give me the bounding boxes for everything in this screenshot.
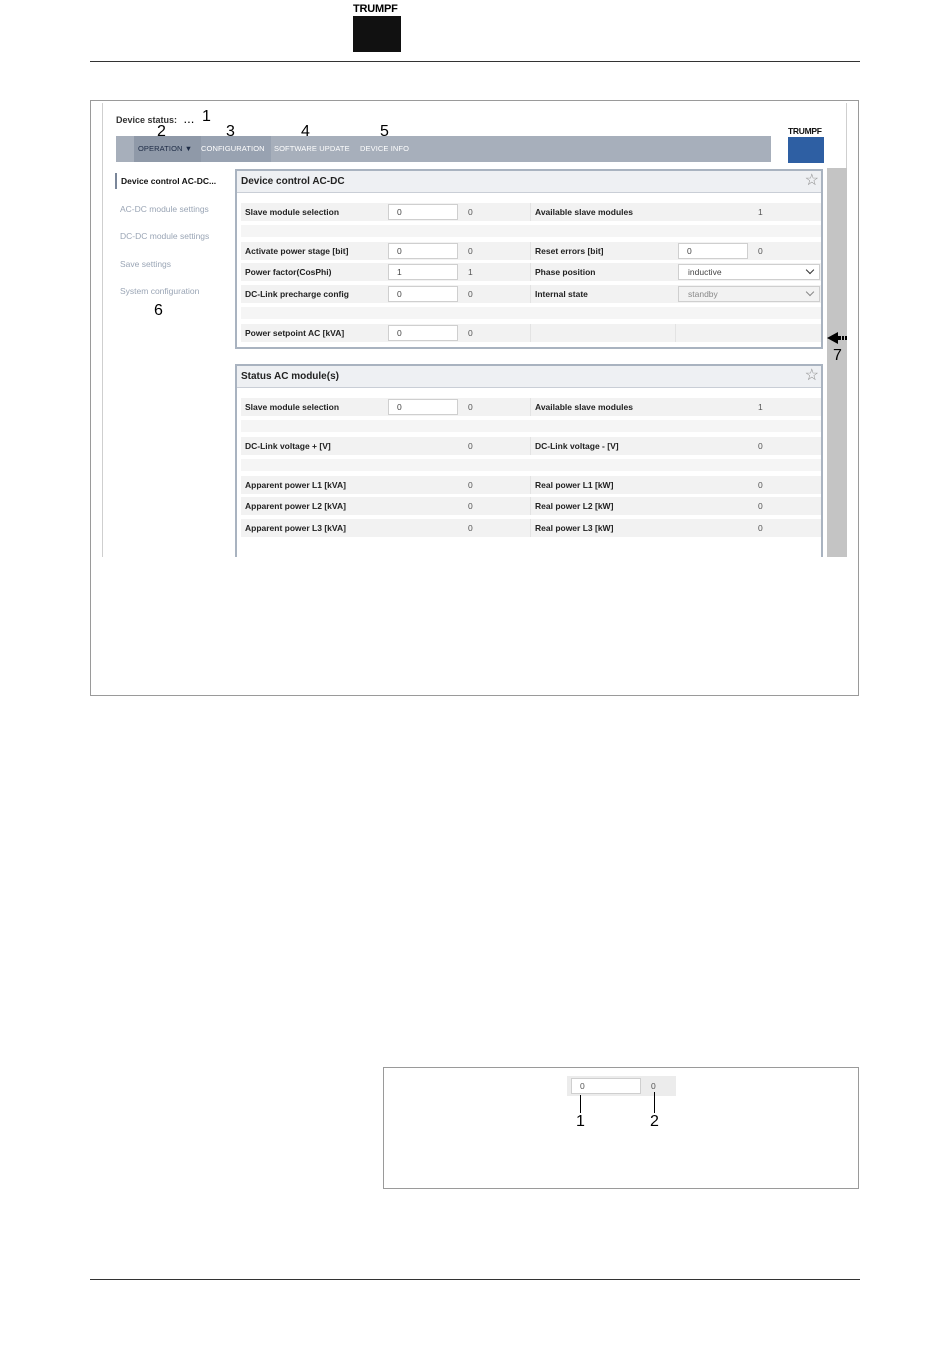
chevron-down-icon <box>806 266 814 274</box>
dclink-precharge-label: DC-Link precharge config <box>245 289 349 299</box>
dclink-voltage-minus-value: 0 <box>758 441 763 451</box>
power-factor-label: Power factor(CosPhi) <box>245 267 332 277</box>
divider <box>530 324 531 342</box>
panel-device-control <box>235 169 823 349</box>
detail-input-field[interactable]: 0 <box>571 1078 641 1094</box>
reset-errors-input[interactable]: 0 <box>678 243 748 259</box>
app-brand-text: TRUMPF <box>788 126 822 136</box>
row-power-factor <box>241 263 821 281</box>
real-power-l1-label: Real power L1 [kW] <box>535 480 614 490</box>
callout-6: 6 <box>154 302 163 319</box>
available-slaves-value: 1 <box>758 207 763 217</box>
device-status-value: ... <box>183 111 195 126</box>
phase-position-selected: inductive <box>688 267 722 277</box>
row-slave-selection <box>241 398 821 416</box>
row-power-setpoint <box>241 324 821 342</box>
reset-errors-value: 0 <box>758 246 763 256</box>
apparent-power-l2-value: 0 <box>468 501 473 511</box>
power-factor-input[interactable]: 1 <box>388 264 458 280</box>
favorite-star-icon[interactable]: ☆ <box>804 367 819 384</box>
power-setpoint-input[interactable]: 0 <box>388 325 458 341</box>
row-dclink-voltage <box>241 437 821 455</box>
real-power-l2-value: 0 <box>758 501 763 511</box>
divider <box>530 263 531 281</box>
row-spacer <box>241 459 821 471</box>
callout-3: 3 <box>226 123 235 140</box>
row-power-l1 <box>241 476 821 494</box>
nav-software-update[interactable]: SOFTWARE UPDATE <box>274 144 350 153</box>
sidebar-item-device-control[interactable]: Device control AC-DC... <box>115 173 227 189</box>
dclink-voltage-plus-value: 0 <box>468 441 473 451</box>
phase-position-label: Phase position <box>535 267 596 277</box>
main-nav <box>116 136 771 162</box>
panel-status-ac-modules <box>235 364 823 564</box>
apparent-power-l2-label: Apparent power L2 [kVA] <box>245 501 346 511</box>
callout-1: 1 <box>202 108 211 125</box>
favorite-star-icon[interactable]: ☆ <box>804 172 819 189</box>
divider <box>530 476 531 494</box>
slave-selection-value: 0 <box>468 402 473 412</box>
callout-7: 7 <box>833 347 842 364</box>
row-spacer <box>241 307 821 319</box>
row-spacer <box>241 225 821 237</box>
real-power-l1-value: 0 <box>758 480 763 490</box>
activate-power-value: 0 <box>468 246 473 256</box>
dclink-precharge-value: 0 <box>468 289 473 299</box>
chevron-down-icon <box>806 288 814 296</box>
nav-operation[interactable]: OPERATION ▼ <box>134 136 216 162</box>
divider <box>530 497 531 515</box>
callout-4: 4 <box>301 123 310 140</box>
nav-device-info[interactable]: DEVICE INFO <box>360 144 410 153</box>
divider <box>530 398 531 416</box>
real-power-l2-label: Real power L2 [kW] <box>535 501 614 511</box>
divider <box>530 242 531 260</box>
available-slaves-label: Available slave modules <box>535 402 633 412</box>
callout-fig2-2: 2 <box>650 1113 659 1130</box>
detail-current-value: 0 <box>651 1081 656 1091</box>
apparent-power-l3-value: 0 <box>468 523 473 533</box>
dclink-voltage-plus-label: DC-Link voltage + [V] <box>245 441 331 451</box>
apparent-power-l3-label: Apparent power L3 [kVA] <box>245 523 346 533</box>
callout-5: 5 <box>380 123 389 140</box>
divider <box>530 285 531 303</box>
callout-2: 2 <box>157 123 166 140</box>
footer-rule <box>90 1279 860 1280</box>
leader-line-2 <box>654 1092 655 1113</box>
row-power-l2 <box>241 497 821 515</box>
reset-errors-label: Reset errors [bit] <box>535 246 604 256</box>
callout-fig2-1: 1 <box>576 1113 585 1130</box>
trumpf-logo <box>353 4 401 52</box>
activate-power-label: Activate power stage [bit] <box>245 246 349 256</box>
available-slaves-value: 1 <box>758 402 763 412</box>
available-slaves-label: Available slave modules <box>535 207 633 217</box>
power-setpoint-value: 0 <box>468 328 473 338</box>
slave-selection-label: Slave module selection <box>245 207 340 217</box>
internal-state-label: Internal state <box>535 289 588 299</box>
dclink-voltage-minus-label: DC-Link voltage - [V] <box>535 441 619 451</box>
leader-line-1 <box>580 1095 581 1113</box>
row-slave-selection <box>241 203 821 221</box>
sidebar-item-dc-dc-settings[interactable]: DC-DC module settings <box>120 231 210 241</box>
row-spacer <box>241 420 821 432</box>
device-status <box>116 111 194 126</box>
power-setpoint-label: Power setpoint AC [kVA] <box>245 328 345 338</box>
sidebar-item-system-configuration[interactable]: System configuration <box>120 286 200 296</box>
divider <box>675 324 676 342</box>
divider <box>530 519 531 537</box>
divider <box>530 203 531 221</box>
panel-header <box>237 366 821 388</box>
arrow-left-icon <box>827 331 849 345</box>
panel-title: Device control AC-DC <box>241 176 345 187</box>
device-status-label: Device status: <box>116 115 178 125</box>
phase-position-select[interactable] <box>678 264 820 280</box>
dclink-precharge-input[interactable]: 0 <box>388 286 458 302</box>
nav-configuration[interactable]: CONFIGURATION <box>201 136 271 162</box>
real-power-l3-label: Real power L3 [kW] <box>535 523 614 533</box>
app-brand-logo <box>788 127 824 163</box>
row-power-l3 <box>241 519 821 537</box>
panel-header <box>237 171 821 193</box>
activate-power-input[interactable]: 0 <box>388 243 458 259</box>
row-dclink-precharge <box>241 285 821 303</box>
row-activate-power <box>241 242 821 260</box>
sidebar-item-save-settings[interactable]: Save settings <box>120 259 172 269</box>
sidebar-item-ac-dc-settings[interactable]: AC-DC module settings <box>120 204 209 214</box>
real-power-l3-value: 0 <box>758 523 763 533</box>
panel-title: Status AC module(s) <box>241 371 339 382</box>
slave-selection-input[interactable]: 0 <box>388 204 458 220</box>
header-rule <box>90 61 860 62</box>
internal-state-select <box>678 286 820 302</box>
apparent-power-l1-label: Apparent power L1 [kVA] <box>245 480 346 490</box>
app-cutoff-mask <box>103 557 848 577</box>
logo-text: TRUMPF <box>353 3 398 15</box>
app-brand-mark <box>788 137 824 163</box>
internal-state-selected: standby <box>688 289 718 299</box>
logo-mark <box>353 16 401 52</box>
slave-selection-value: 0 <box>468 207 473 217</box>
power-factor-value: 1 <box>468 267 473 277</box>
apparent-power-l1-value: 0 <box>468 480 473 490</box>
divider <box>530 437 531 455</box>
slave-selection-label: Slave module selection <box>245 402 340 412</box>
slave-selection-input[interactable]: 0 <box>388 399 458 415</box>
